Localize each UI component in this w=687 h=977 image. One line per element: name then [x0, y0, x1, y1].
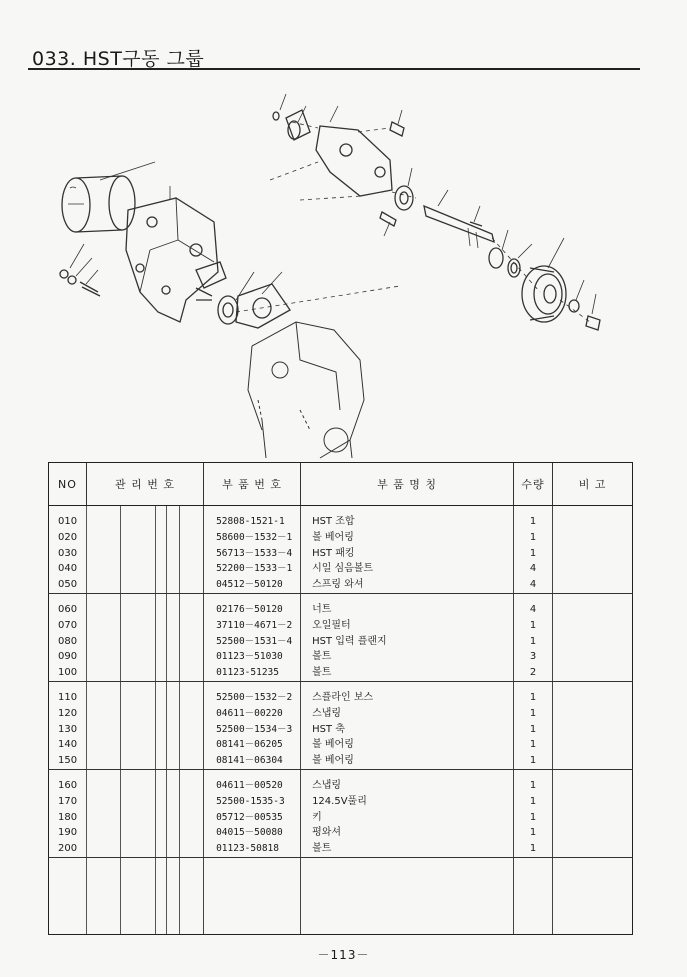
cell-no: 170: [58, 795, 78, 807]
cell-part-no: 04611－00220: [216, 707, 283, 719]
cell-part-no: 05712－00535: [216, 811, 283, 823]
cell-no: 080: [58, 635, 78, 647]
table-group: [49, 506, 633, 594]
cell-name: 시일 심음볼트: [312, 563, 374, 575]
cell-part-no: 52500－1534－3: [216, 723, 293, 735]
cell-qty: 1: [529, 516, 537, 527]
oil-filter-drawing: [62, 176, 135, 232]
cell-part-no: 01123-50818: [216, 843, 279, 855]
cell-part-no: 08141－06205: [216, 739, 283, 751]
bearing-packing-drawing: [218, 284, 290, 328]
cell-qty: 1: [529, 843, 537, 855]
cell-no: 060: [58, 603, 78, 615]
hst-shaft-drawing: [424, 206, 494, 248]
cell-name: 볼 베어링: [312, 531, 354, 543]
cell-no: 160: [58, 779, 78, 791]
cell-part-no: 04611－00520: [216, 779, 283, 791]
cell-qty: 1: [529, 779, 537, 791]
cell-qty: 1: [529, 795, 537, 807]
cell-part-no: 52500－1531－4: [216, 635, 293, 647]
cell-name: HST 축: [312, 723, 345, 735]
cell-qty: 1: [529, 739, 537, 751]
cell-qty: 3: [529, 651, 537, 663]
cell-no: 090: [58, 651, 78, 663]
cell-part-no: 37110－4671－2: [216, 619, 293, 631]
cell-part-no: 52808-1521-1: [216, 516, 285, 527]
table-header-row: [49, 463, 633, 506]
cell-no: 200: [58, 843, 78, 855]
cell-part-no: 04512－50120: [216, 579, 283, 591]
page-title: 033. HST구동 그룹: [32, 48, 205, 70]
table-group: [49, 593, 633, 681]
cell-name: 오일필터: [312, 619, 351, 631]
cell-name: 124.5V풀리: [312, 795, 367, 807]
cell-no: 030: [58, 547, 78, 559]
header-mgmt-number: 관 리 번 호: [87, 463, 204, 506]
cell-no: 100: [58, 667, 78, 679]
cell-name: HST 패킹: [312, 547, 355, 559]
cell-qty: 1: [529, 619, 537, 631]
cell-no: 070: [58, 619, 78, 631]
cell-no: 140: [58, 739, 78, 751]
cell-qty: 1: [529, 811, 537, 823]
cell-qty: 1: [529, 827, 537, 839]
header-remark: 비 고: [553, 463, 633, 506]
cell-no: 180: [58, 811, 78, 823]
table-group: [49, 769, 633, 857]
cell-name: 볼 베어링: [312, 739, 354, 751]
header-no: NO: [49, 463, 87, 506]
cell-part-no: 52500－1532－2: [216, 691, 293, 703]
cell-no: 040: [58, 563, 78, 575]
cell-no: 050: [58, 579, 78, 591]
input-flange-drawing: [316, 122, 404, 226]
cell-qty: 4: [529, 603, 537, 615]
cell-name: 키: [312, 811, 322, 823]
cell-no: 190: [58, 827, 78, 839]
cell-no: 120: [58, 707, 78, 719]
cell-no: 130: [58, 723, 78, 735]
cell-qty: 4: [529, 563, 537, 575]
header-quantity: 수량: [514, 463, 553, 506]
cell-qty: 1: [529, 723, 537, 735]
cell-qty: 2: [529, 667, 537, 679]
cell-no: 010: [58, 516, 78, 527]
washer-bolt-drawing: [569, 300, 600, 330]
pulley-drawing: [522, 266, 566, 322]
cell-name: 너트: [312, 603, 332, 615]
spline-boss-drawing: [273, 110, 310, 140]
cell-name: 볼트: [312, 843, 332, 855]
cell-no: 110: [58, 691, 78, 703]
cell-qty: 1: [529, 547, 537, 559]
parts-table: [48, 462, 633, 935]
alignment-lines: [236, 122, 590, 322]
cell-part-no: 52200－1533－1: [216, 563, 293, 575]
header-part-name: 부 품 명 칭: [301, 463, 514, 506]
cell-name: 볼 베어링: [312, 755, 354, 767]
page-number: －113－: [317, 948, 370, 962]
cell-part-no: 01123－51030: [216, 651, 283, 663]
cell-name: 스냅링: [312, 707, 342, 719]
cell-part-no: 04015－50080: [216, 827, 283, 839]
cell-qty: 1: [529, 635, 537, 647]
cell-qty: 1: [529, 755, 537, 767]
cell-name: 스프링 와셔: [312, 579, 364, 591]
cell-qty: 1: [529, 531, 537, 543]
cell-no: 150: [58, 755, 78, 767]
cell-part-no: 58600－1532－1: [216, 531, 293, 543]
cell-part-no: 52500-1535-3: [216, 795, 285, 807]
cell-name: 스플라인 보스: [312, 691, 374, 703]
cell-name: 평와셔: [312, 827, 342, 839]
cell-no: 020: [58, 531, 78, 543]
cell-qty: 4: [529, 579, 537, 591]
exploded-parts-diagram: [0, 70, 687, 460]
cell-qty: 1: [529, 707, 537, 719]
cell-name: HST 조합: [312, 516, 355, 527]
cell-part-no: 01123-51235: [216, 667, 279, 679]
cell-name: 볼트: [312, 651, 332, 663]
header-part-number: 부 품 번 호: [204, 463, 301, 506]
gear-case-drawing: [248, 322, 364, 458]
left-fasteners-drawing: [60, 270, 100, 296]
cell-name: 볼트: [312, 667, 332, 679]
table-group: [49, 681, 633, 769]
cell-name: 스냅링: [312, 779, 342, 791]
cell-qty: 1: [529, 691, 537, 703]
cell-part-no: 08141－06304: [216, 755, 283, 767]
cell-part-no: 56713－1533－4: [216, 547, 293, 559]
table-empty-area: [49, 857, 633, 934]
bearing-140-drawing: [395, 186, 413, 210]
cell-name: HST 입력 플랜지: [312, 635, 387, 647]
hst-assembly-drawing: [126, 198, 226, 322]
cell-part-no: 02176－50120: [216, 603, 283, 615]
